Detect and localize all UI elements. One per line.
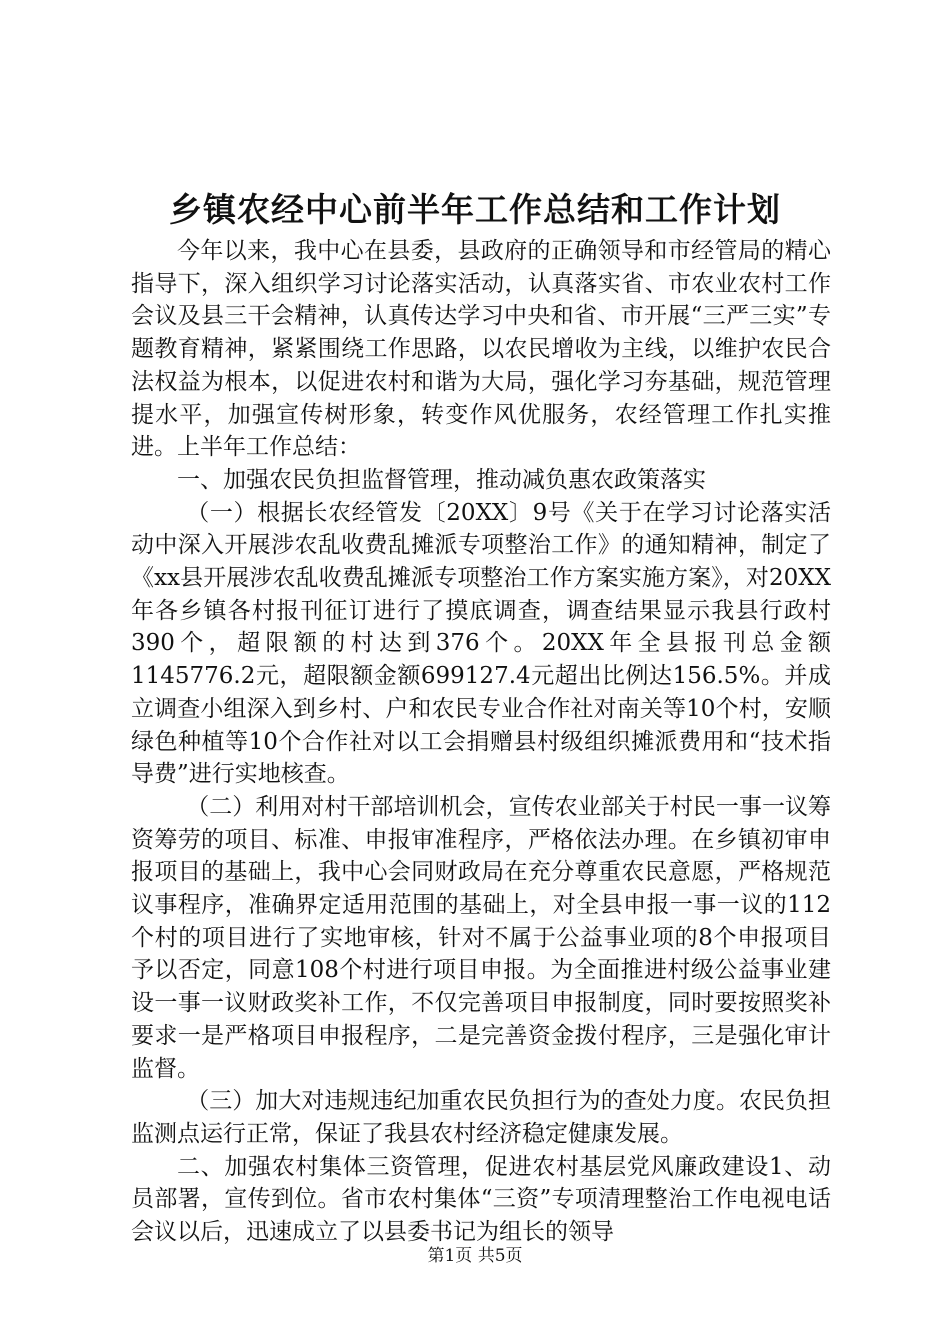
subsection-paragraph-2: （二）利用对村干部培训机会，宣传农业部关于村民一事一议筹资筹劳的项目、标准、申报审准程序，严格依法办理。在乡镇初审申报项目的基础上，我中心会同财政局在充分尊重农民意愿，严格规范议事程序，准确界定适用范围的基础上，对全县申报一事一议的112个村的项目进行了实地审核，针对不属于公益事业项的8个申报项目予以否定，同意108个村进行项目申报。为全面推进村级公益事业建设一事一议财政奖补工作，不仅完善项目申报制度，同时要按照奖补要求一是严格项目申报程序，二是完善资金拨付程序，三是强化审计监督。: [131, 793, 831, 1082]
subsection-paragraph-3: （三）加大对违规违纪加重农民负担行为的查处力度。农民负担监测点运行正常，保证了我县农村经济稳定健康发展。: [131, 1088, 831, 1147]
page-footer: 第1页 共5页: [427, 1246, 523, 1266]
subsection-paragraph-1: （一）根据长农经管发〔20XX〕9号《关于在学习讨论落实活动中深入开展涉农乱收费乱摊派专项整治工作》的通知精神，制定了《xx县开展涉农乱收费乱摊派专项整治工作方案实施方案》，对20XX年各乡镇各村报刊征订进行了摸底调查，调查结果显示我县行政村390个，超限额的村达到376个。20XX年全县报刊总金额1145776.2元，超限额金额699127.4元超出比例达156.5%。并成立调查小组深入到乡村、户和农民专业合作社对南关等10个村，安顺绿色种植等10个合作社对以工会捐赠县村级组织摊派费用和“技术指导费”进行实地核查。: [131, 499, 831, 788]
section-heading-2: 二、加强农村集体三资管理，促进农村基层党风廉政建设1、动员部署，宣传到位。省市农村集体“三资”专项清理整治工作电视电话会议以后，迅速成立了以县委书记为组长的领导: [131, 1153, 831, 1246]
section-heading-1: 一、加强农民负担监督管理，推动减负惠农政策落实: [177, 466, 706, 493]
document-title: 乡镇农经中心前半年工作总结和工作计划: [169, 190, 781, 229]
document-body: [131, 235, 831, 1249]
intro-paragraph: 今年以来，我中心在县委，县政府的正确领导和市经管局的精心指导下，深入组织学习讨论落实活动，认真落实省、市农业农村工作会议及县三干会精神，认真传达学习中央和省、市开展“三严三实”专题教育精神，紧紧围绕工作思路，以农民增收为主线，以维护农民合法权益为根本，以促进农村和谐为大局，强化学习夯基础，规范管理提水平，加强宣传树形象，转变作风优服务，农经管理工作扎实推进。上半年工作总结：: [131, 238, 831, 461]
